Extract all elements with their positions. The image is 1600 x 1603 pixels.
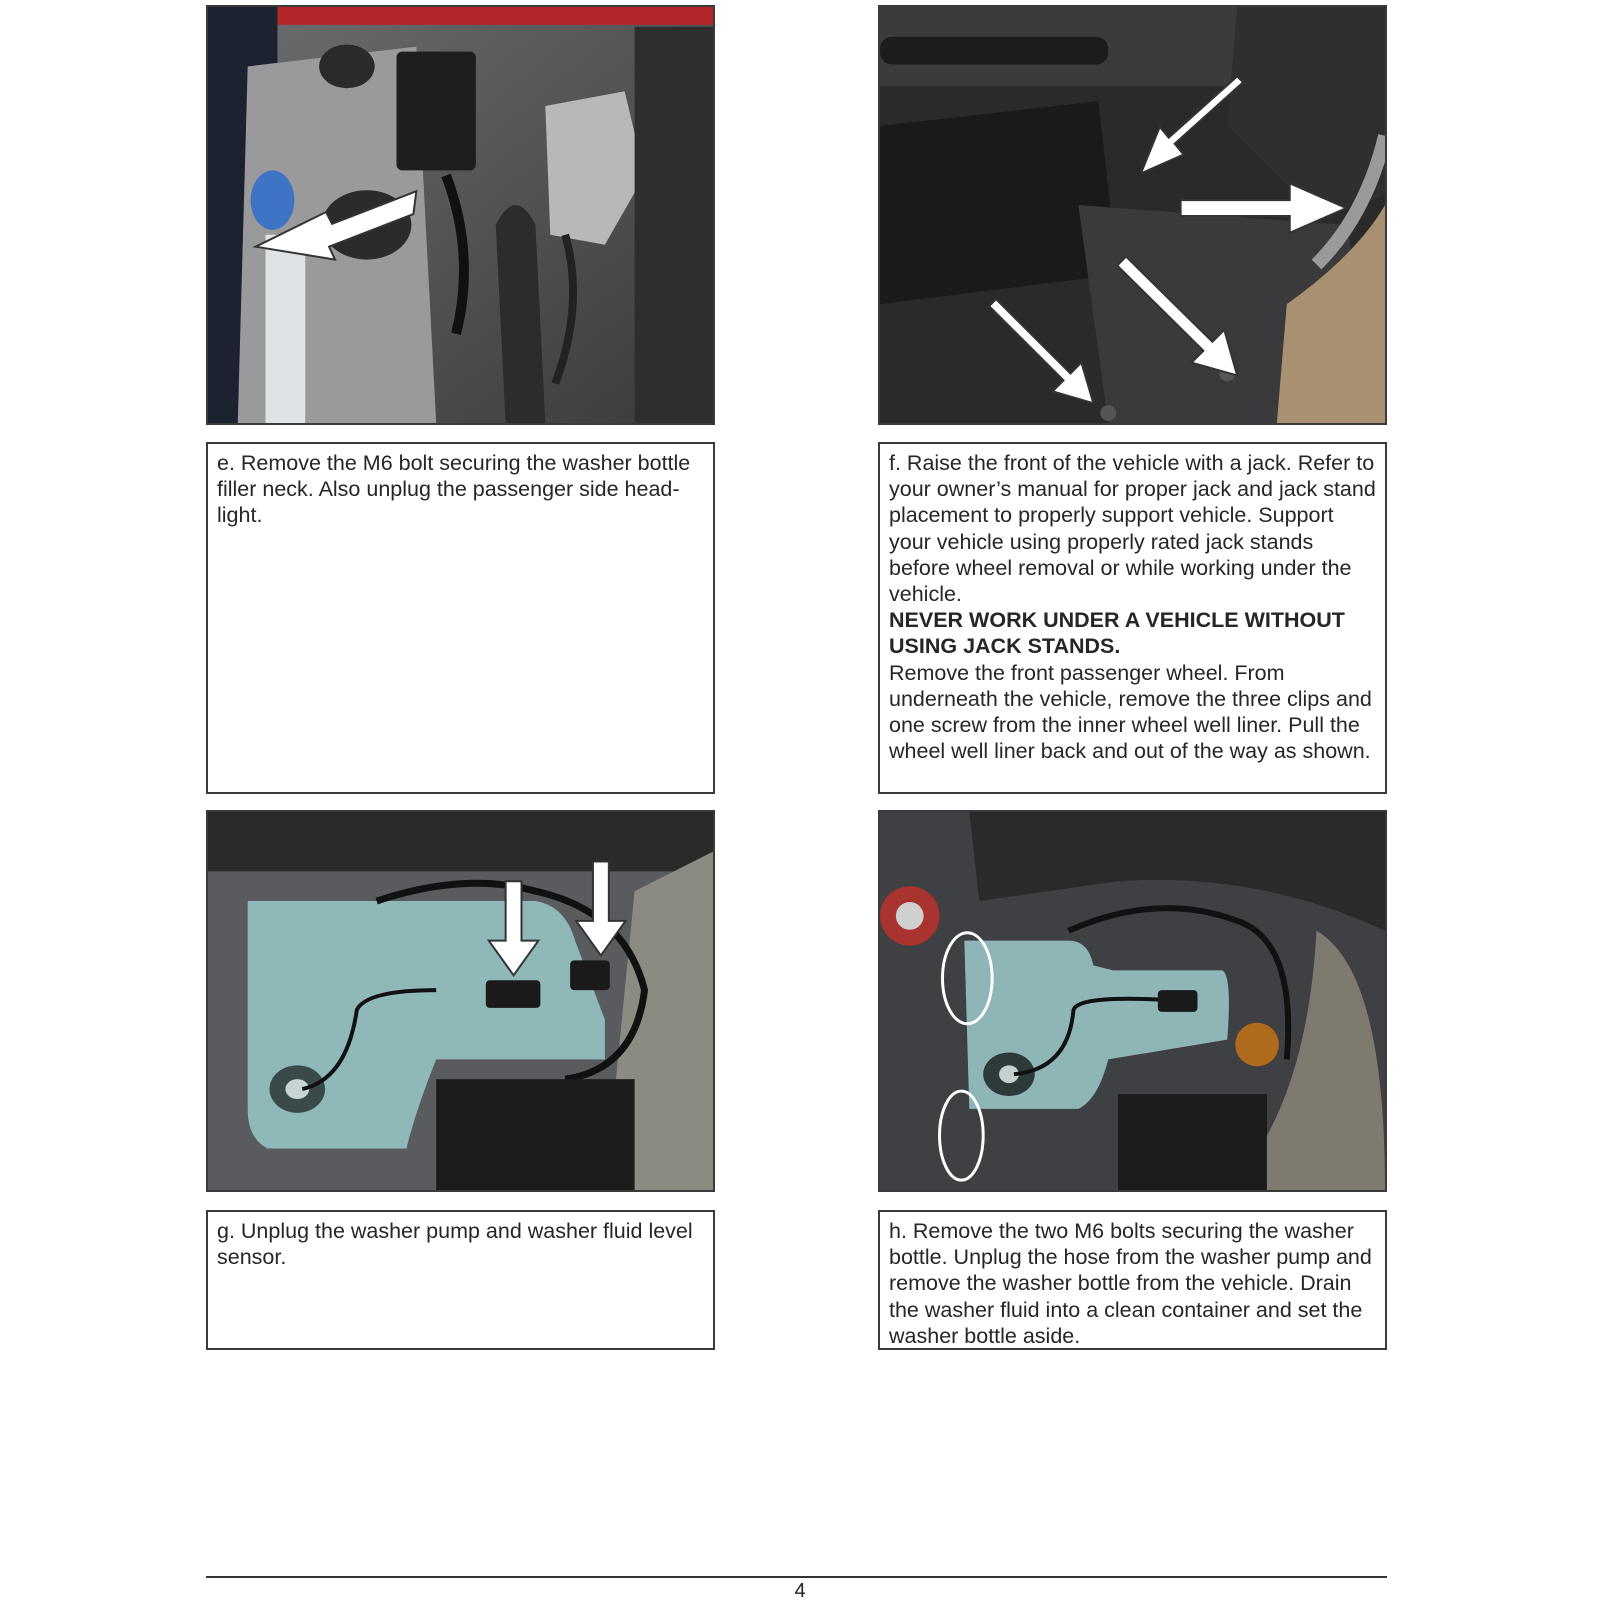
caption-step-e bbox=[206, 442, 715, 794]
step-f-warning: NEVER WORK UNDER A VEHICLE WITHOUT USING JACK STANDS. bbox=[889, 608, 1345, 659]
photo-step-e bbox=[206, 5, 715, 425]
step-f-text: f. Raise the front of the vehicle with a jack. Refer to your owner’s manual for proper jack and jack stand placement to properly support vehicle. Support your vehicle using properly rated jack stands before wheel removal or while working under the vehicle. bbox=[889, 451, 1376, 607]
step-e-text: e. Remove the M6 bolt securing the washer bottle filler neck. Also unplug the passenger side head-light. bbox=[217, 451, 691, 528]
step-f-text-continued: Remove the front passenger wheel. From underneath the vehicle, remove the three clips and one screw from the inner wheel well liner. Pull the wheel well liner back and out of the way as shown. bbox=[889, 660, 1372, 764]
step-g-text: g. Unplug the washer pump and washer fluid level sensor. bbox=[217, 1219, 693, 1270]
page-number: 4 bbox=[794, 1580, 806, 1602]
footer-divider bbox=[206, 1576, 1387, 1578]
step-h-text: h. Remove the two M6 bolts securing the washer bottle. Unplug the hose from the washer pump and remove the washer bottle from the vehicle. Drain the washer fluid into a clean container and set the washer bottle aside. bbox=[889, 1219, 1372, 1348]
caption-step-h bbox=[878, 1210, 1387, 1350]
caption-step-g bbox=[206, 1210, 715, 1350]
caption-step-f bbox=[878, 442, 1387, 794]
photo-step-f bbox=[878, 5, 1387, 425]
photo-step-g bbox=[206, 810, 715, 1192]
photo-step-h bbox=[878, 810, 1387, 1192]
